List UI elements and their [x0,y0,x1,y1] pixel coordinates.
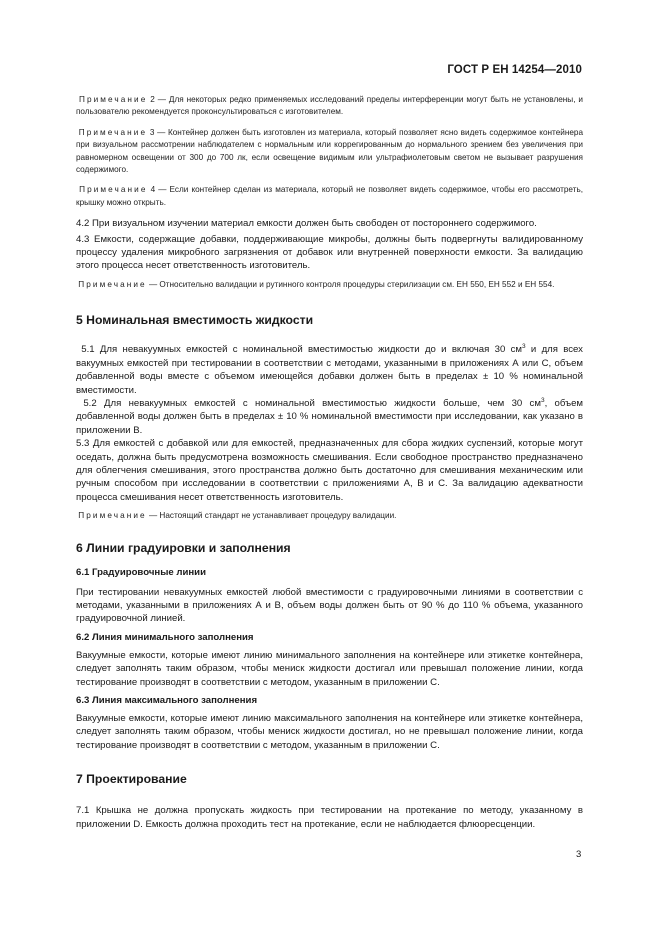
note-text: — Относительно валидации и рутинного контроля процедуры стерилизации см. ЕН 550, ЕН 552 и ЕН 554. [146,279,555,289]
note-validation [76,279,583,291]
note-text: 3 — Контейнер должен быть изготовлен из материала, который позволяет ясно видеть содержимое контейнера при визуальном рассмотрении наблюдателем с нормальным или коррегированным до нормального зрением без увеличения при равномерном освещении от 300 до 700 лк, если освещение видимым или ультрафиолетовым светом не вызывает разрушения содержимого. [76,127,584,175]
note-label: Примечание [78,511,147,521]
para-6-1: При тестировании невакуумных емкостей любой вместимости с градуировочными линиями в соответствии с методами, указанными в приложениях А и В, объем воды должен быть от 90 % до 110 % объема, указанного градуировочной линией. [76,586,583,625]
standard-designation: ГОСТ Р ЕН 14254—2010 [447,64,582,76]
para-5-2 [76,397,583,437]
section-6-heading: 6 Линии градуировки и заполнения [76,540,291,555]
page-number: 3 [576,849,582,860]
para-5-1-text-a: 5.1 Для невакуумных емкостей с номинальной вместимостью жидкости до и включая 30 см [81,344,522,356]
para-7-1: 7.1 Крышка не должна пропускать жидкость при тестировании на протекание по методу, указанному в приложении D. Емкость должна проходить тест на протекание, если не наблюдается флюоресценции. [76,805,583,830]
para-4-3: 4.3 Емкости, содержащие добавки, поддерживающие микробы, должны быть подвергнуты валидированному процессу удаления микробного загрязнения от добавок или внутренней поверхности емкости. За валидацию этого процесса несет ответственность изготовитель. [76,233,583,272]
note-text: 4 — Если контейнер сделан из материала, который не позволяет видеть содержимое, чтобы его рассмотреть, крышку можно открыть. [76,185,583,207]
para-5-1-text-b: и для всех вакуумных емкостей при тестировании в соответствии с методами, указанными в приложениях А или С, объем добавленной воды вместе с объемом имеющейся добавки должен быть в пределах ± 10 % номинальной вместимости. [76,344,583,396]
note-text: 2 — Для некоторых редко применяемых исследований пределы интерференции могут быть не установлены, и пользователю рекомендуется проконсультироваться с изготовителем. [76,95,583,117]
note-4 [76,184,583,209]
para-4-2: 4.2 При визуальном изучении материал емкости должен быть свободен от постороннего содержимого. [76,218,537,230]
para-5-2-text-b: , объем добавленной воды должен быть в пределах ± 10 % номинальной вместимости при исследовании, как указано в приложении В. [76,397,583,436]
section-7-heading: 7 Проектирование [76,772,187,787]
note-3 [76,127,583,177]
note-label: Примечание [78,95,148,104]
para-5-3: 5.3 Для емкостей с добавкой или для емкостей, предназначенных для сбора жидких суспензий, которые могут оседать, должна быть предусмотрена возможность смешивания. Если свободное пространство предназначено для облегчения смешивания, этого пространства должно быть достаточно для смешивания механическим или ручным способом при исследовании в соответствии с приложениями А, В и С. За валидацию адекватности процесса смешивания несет ответственность изготовитель. [76,438,583,503]
subsection-6-2-heading: 6.2 Линия минимального заполнения [76,631,254,643]
note-label: Примечание [78,279,147,289]
superscript: 3 [540,396,545,404]
superscript: 3 [522,343,526,351]
note-2 [76,94,583,119]
note-label: Примечание [79,185,148,195]
para-5-2-text-a: 5.2 Для невакуумных емкостей с номинальной вместимостью жидкости больше, чем 30 см [83,397,541,409]
para-6-3: Вакуумные емкости, которые имеют линию максимального заполнения на контейнере или этикетке контейнера, следует заполнять таким образом, чтобы мениск жидкости достигал, но не превышал положение линии, когда тестирование производят в соответствии с методом, указанным в приложении С. [76,713,583,751]
subsection-6-1-heading: 6.1 Градуировочные линии [76,566,206,578]
subsection-6-3-heading: 6.3 Линия максимального заполнения [76,695,258,706]
note-validation-procedure [76,510,583,522]
para-6-2: Вакуумные емкости, которые имеют линию минимального заполнения на контейнере или этикетке контейнера, следует заполнять таким образом, чтобы мениск жидкости достигал или превышал положение линии, когда тестирование производят в соответствии с методом, указанным в приложении С. [76,649,583,688]
section-5-heading: 5 Номинальная вместимость жидкости [76,313,314,328]
page-content [76,94,583,831]
note-text: — Настоящий стандарт не устанавливает процедуру валидации. [146,511,397,521]
note-label: Примечание [78,127,148,137]
para-5-1 [76,343,583,397]
